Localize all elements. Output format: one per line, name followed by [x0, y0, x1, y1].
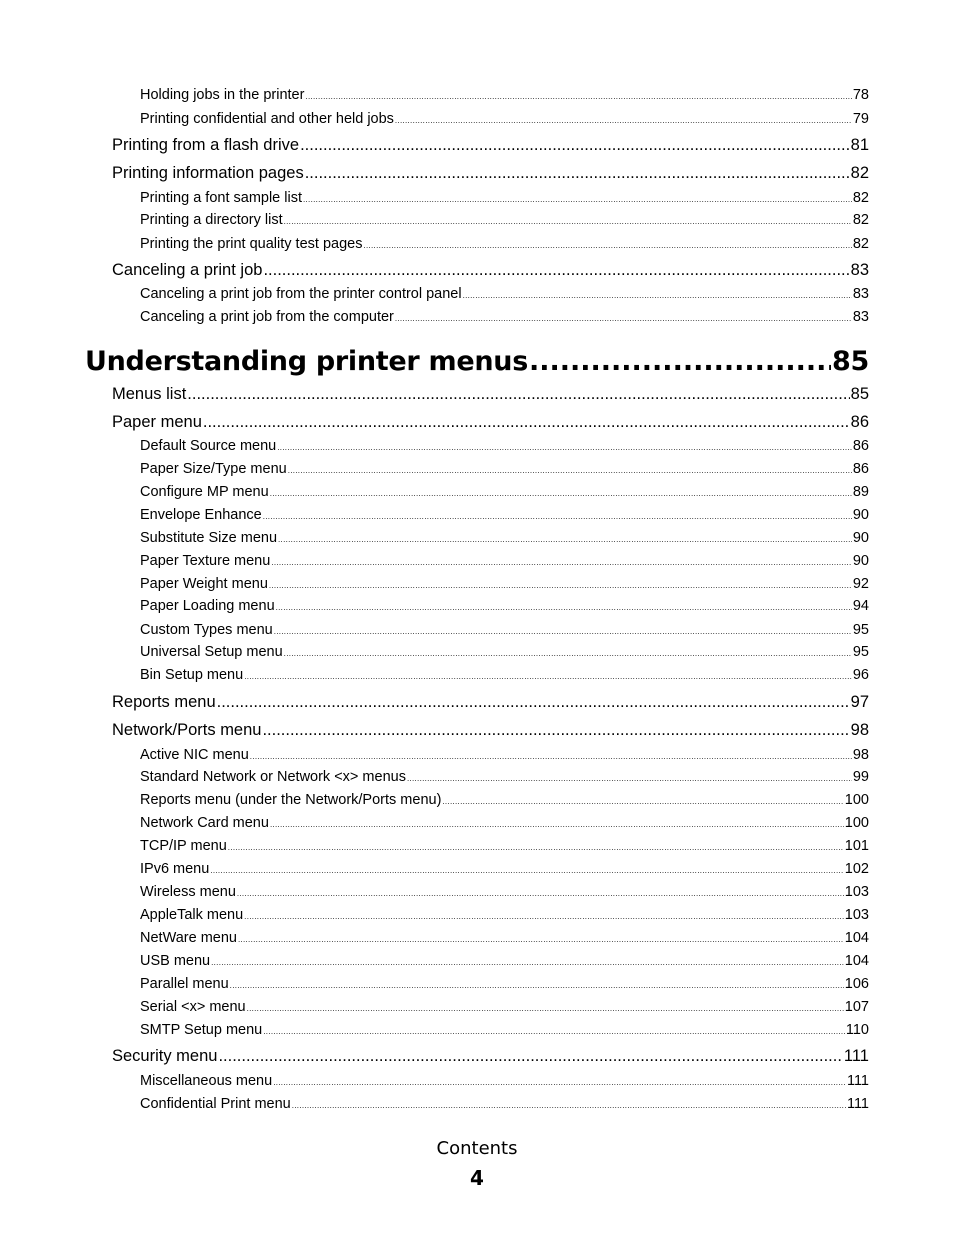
toc-entry-title: Canceling a print job — [112, 261, 263, 279]
dot-leader — [230, 981, 844, 990]
toc-entry-title: Canceling a print job from the computer — [140, 309, 394, 325]
toc-section-entry[interactable] — [112, 385, 869, 404]
dot-leader — [277, 443, 852, 452]
toc-entry-page-number: 82 — [850, 164, 869, 182]
toc-entry-title: Menus list — [112, 385, 187, 403]
toc-entry-page-number: 101 — [844, 838, 869, 854]
dot-leader — [363, 241, 851, 250]
toc-subsection-entry[interactable] — [140, 769, 869, 785]
toc-entry-title: Reports menu (under the Network/Ports menu) — [140, 792, 442, 808]
toc-entry-page-number: 82 — [852, 212, 869, 228]
toc-entry-title: Bin Setup menu — [140, 667, 244, 683]
dot-leader — [284, 217, 852, 226]
toc-entry-page-number: 85 — [832, 346, 869, 377]
toc-entry-title: Paper Texture menu — [140, 553, 271, 569]
toc-entry-page-number: 81 — [850, 136, 869, 154]
dot-leader — [303, 195, 852, 204]
dot-leader — [247, 1004, 844, 1013]
toc-subsection-entry[interactable] — [140, 598, 869, 614]
toc-subsection-entry[interactable] — [140, 884, 869, 900]
toc-subsection-entry[interactable] — [140, 1096, 869, 1112]
toc-subsection-entry[interactable] — [140, 553, 869, 569]
toc-entry-title: Printing a directory list — [140, 212, 283, 228]
dot-leader — [288, 466, 852, 475]
toc-section-entry[interactable] — [112, 261, 869, 280]
toc-entry-title: Custom Types menu — [140, 622, 273, 638]
dot-leader — [407, 774, 852, 783]
toc-subsection-entry[interactable] — [140, 286, 869, 302]
toc-subsection-entry[interactable] — [140, 999, 869, 1015]
toc-entry-title: NetWare menu — [140, 930, 237, 946]
dot-leader — [292, 1101, 846, 1110]
dot-leader — [250, 752, 852, 761]
toc-entry-page-number: 103 — [844, 907, 869, 923]
toc-subsection-entry[interactable] — [140, 622, 869, 638]
toc-entry-page-number: 95 — [852, 644, 869, 660]
footer-section-label: Contents — [436, 1138, 518, 1159]
toc-entry-page-number: 98 — [850, 721, 869, 739]
toc-entry-title: Printing confidential and other held jobs — [140, 111, 394, 127]
toc-subsection-entry[interactable] — [140, 861, 869, 877]
toc-subsection-entry[interactable] — [140, 530, 869, 546]
toc-entry-title: Holding jobs in the printer — [140, 87, 305, 103]
dot-leader — [211, 958, 844, 967]
toc-subsection-entry[interactable] — [140, 976, 869, 992]
dot-leader — [270, 820, 844, 829]
toc-entry-title: Paper Loading menu — [140, 598, 275, 614]
toc-subsection-entry[interactable] — [140, 507, 869, 523]
toc-entry-title: Network/Ports menu — [112, 721, 262, 739]
toc-entry-page-number: 86 — [850, 413, 869, 431]
dot-leader — [210, 866, 843, 875]
dot-leader — [238, 935, 844, 944]
dot-leader — [529, 346, 831, 377]
toc-entry-page-number: 83 — [850, 261, 869, 279]
toc-section-entry[interactable] — [112, 136, 869, 155]
toc-entry-title: USB menu — [140, 953, 211, 969]
dot-leader — [262, 721, 849, 740]
toc-entry-title: AppleTalk menu — [140, 907, 244, 923]
dot-leader — [300, 136, 850, 155]
toc-chapter-entry[interactable] — [85, 346, 869, 377]
toc-subsection-entry[interactable] — [140, 667, 869, 683]
dot-leader — [278, 535, 852, 544]
toc-entry-title: Canceling a print job from the printer control panel — [140, 286, 462, 302]
toc-entry-title: IPv6 menu — [140, 861, 210, 877]
toc-entry-page-number: 82 — [852, 236, 869, 252]
toc-entry-title: Standard Network or Network <x> menus — [140, 769, 406, 785]
dot-leader — [463, 291, 852, 300]
toc-subsection-entry[interactable] — [140, 930, 869, 946]
toc-entry-title: Configure MP menu — [140, 484, 269, 500]
dot-leader — [276, 603, 852, 612]
toc-entry-page-number: 79 — [852, 111, 869, 127]
dot-leader — [244, 672, 852, 681]
dot-leader — [217, 693, 850, 712]
toc-subsection-entry[interactable] — [140, 576, 869, 592]
toc-subsection-entry[interactable] — [140, 815, 869, 831]
dot-leader — [269, 581, 852, 590]
toc-entry-page-number: 94 — [852, 598, 869, 614]
toc-entry-title: Reports menu — [112, 693, 216, 711]
toc-entry-title: TCP/IP menu — [140, 838, 227, 854]
toc-entry-page-number: 100 — [844, 792, 869, 808]
dot-leader — [270, 489, 852, 498]
toc-entry-page-number: 102 — [844, 861, 869, 877]
toc-entry-page-number: 83 — [852, 309, 869, 325]
toc-entry-page-number: 106 — [844, 976, 869, 992]
toc-entry-title: Printing information pages — [112, 164, 304, 182]
toc-entry-title: Printing from a flash drive — [112, 136, 300, 154]
toc-entry-page-number: 111 — [846, 1073, 869, 1089]
toc-entry-page-number: 85 — [850, 385, 869, 403]
toc-entry-page-number: 78 — [852, 87, 869, 103]
toc-entry-page-number: 90 — [852, 530, 869, 546]
dot-leader — [305, 164, 850, 183]
toc-subsection-entry[interactable] — [140, 87, 869, 103]
toc-entry-title: Substitute Size menu — [140, 530, 278, 546]
toc-entry-page-number: 96 — [852, 667, 869, 683]
toc-subsection-entry[interactable] — [140, 236, 869, 252]
toc-section-entry[interactable] — [112, 413, 869, 432]
toc-entry-page-number: 99 — [852, 769, 869, 785]
toc-entry-page-number: 86 — [852, 461, 869, 477]
toc-entry-page-number: 95 — [852, 622, 869, 638]
dot-leader — [263, 261, 849, 280]
toc-subsection-entry[interactable] — [140, 111, 869, 127]
toc-entry-page-number: 89 — [852, 484, 869, 500]
toc-subsection-entry[interactable] — [140, 1022, 869, 1038]
toc-subsection-entry[interactable] — [140, 838, 869, 854]
toc-entry-page-number: 104 — [844, 930, 869, 946]
toc-entry-title: Wireless menu — [140, 884, 236, 900]
toc-subsection-entry[interactable] — [140, 953, 869, 969]
toc-entry-page-number: 92 — [852, 576, 869, 592]
toc-entry-page-number: 82 — [852, 190, 869, 206]
toc-entry-page-number: 97 — [850, 693, 869, 711]
toc-entry-page-number: 83 — [852, 286, 869, 302]
toc-entry-title: SMTP Setup menu — [140, 1022, 263, 1038]
dot-leader — [263, 512, 852, 521]
toc-section-entry[interactable] — [112, 693, 869, 712]
toc-entry-page-number: 111 — [843, 1047, 869, 1065]
toc-entry-title: Printing the print quality test pages — [140, 236, 363, 252]
toc-entry-title: Serial <x> menu — [140, 999, 246, 1015]
toc-subsection-entry[interactable] — [140, 438, 869, 454]
toc-entry-page-number: 90 — [852, 507, 869, 523]
toc-subsection-entry[interactable] — [140, 792, 869, 808]
toc-subsection-entry[interactable] — [140, 907, 869, 923]
toc-entry-page-number: 103 — [844, 884, 869, 900]
dot-leader — [284, 649, 852, 658]
dot-leader — [228, 843, 844, 852]
toc-subsection-entry[interactable] — [140, 212, 869, 228]
toc-entry-title: Default Source menu — [140, 438, 277, 454]
toc-entry-page-number: 104 — [844, 953, 869, 969]
dot-leader — [218, 1047, 842, 1066]
dot-leader — [395, 116, 852, 125]
toc-section-entry[interactable] — [112, 164, 869, 183]
dot-leader — [203, 413, 850, 432]
dot-leader — [187, 385, 849, 404]
dot-leader — [271, 558, 852, 567]
toc-entry-title: Miscellaneous menu — [140, 1073, 273, 1089]
toc-subsection-entry[interactable] — [140, 484, 869, 500]
toc-subsection-entry[interactable] — [140, 747, 869, 763]
dot-leader — [395, 314, 852, 323]
toc-entry-title: Printing a font sample list — [140, 190, 302, 206]
dot-leader — [305, 92, 851, 101]
toc-entry-title: Active NIC menu — [140, 747, 249, 763]
toc-subsection-entry[interactable] — [140, 190, 869, 206]
toc-entry-title: Paper Size/Type menu — [140, 461, 287, 477]
toc-entry-title: Understanding printer menus — [85, 346, 528, 377]
toc-entry-page-number: 110 — [845, 1022, 869, 1038]
toc-section-entry[interactable] — [112, 1047, 869, 1066]
toc-entry-page-number: 90 — [852, 553, 869, 569]
toc-entry-page-number: 86 — [852, 438, 869, 454]
dot-leader — [244, 912, 844, 921]
toc-entry-title: Network Card menu — [140, 815, 269, 831]
toc-subsection-entry[interactable] — [140, 1073, 869, 1089]
toc-section-entry[interactable] — [112, 721, 869, 740]
toc-entry-title: Paper Weight menu — [140, 576, 268, 592]
toc-subsection-entry[interactable] — [140, 461, 869, 477]
dot-leader — [263, 1027, 845, 1036]
toc-entry-page-number: 107 — [844, 999, 869, 1015]
dot-leader — [237, 889, 844, 898]
toc-entry-title: Parallel menu — [140, 976, 229, 992]
toc-entry-title: Paper menu — [112, 413, 202, 431]
dot-leader — [274, 627, 852, 636]
dot-leader — [442, 797, 843, 806]
toc-entry-title: Universal Setup menu — [140, 644, 283, 660]
toc-entry-page-number: 111 — [846, 1096, 869, 1112]
toc-entry-title: Confidential Print menu — [140, 1096, 291, 1112]
toc-entry-page-number: 100 — [844, 815, 869, 831]
toc-entry-page-number: 98 — [852, 747, 869, 763]
dot-leader — [273, 1078, 846, 1087]
toc-entry-title: Envelope Enhance — [140, 507, 262, 523]
toc-entry-title: Security menu — [112, 1047, 218, 1065]
toc-subsection-entry[interactable] — [140, 309, 869, 325]
toc-subsection-entry[interactable] — [140, 644, 869, 660]
footer-page-number: 4 — [470, 1166, 484, 1190]
